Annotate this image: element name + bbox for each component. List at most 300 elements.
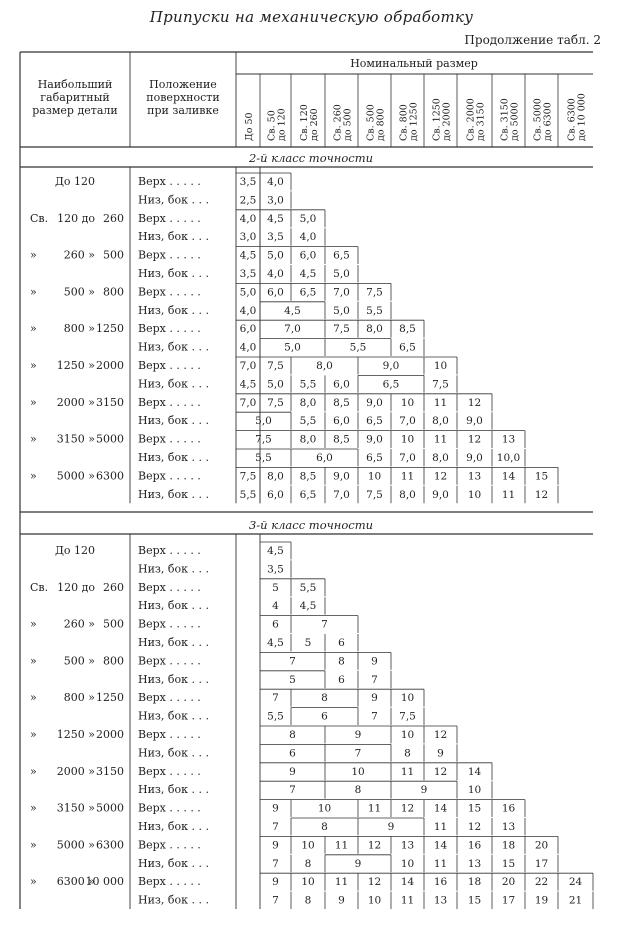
size-range-prefix: » bbox=[30, 469, 37, 483]
surface-position-label: Низ, бок . . . bbox=[138, 636, 210, 649]
allowance-value: 18 bbox=[467, 876, 482, 889]
nominal-col-header: до 6300 bbox=[542, 102, 554, 141]
allowance-value: 9 bbox=[272, 802, 279, 815]
allowance-value: 12 bbox=[433, 729, 448, 741]
allowance-value: 3,5 bbox=[239, 268, 257, 280]
allowance-value: 7,0 bbox=[399, 452, 416, 464]
allowance-value: 10 bbox=[400, 857, 415, 870]
size-range-to: 500 bbox=[103, 617, 124, 631]
allowance-value: 12 bbox=[400, 802, 415, 815]
allowance-value: 9 bbox=[354, 857, 362, 870]
size-range-from: 5000 » bbox=[56, 838, 95, 852]
surface-position-label: Верх . . . . . bbox=[138, 469, 201, 483]
allowance-value: 15 bbox=[467, 894, 482, 907]
allowance-value: 9,0 bbox=[382, 360, 400, 372]
allowance-value: 11 bbox=[400, 765, 415, 778]
allowance-value: 5 bbox=[304, 637, 312, 649]
size-range-prefix: » bbox=[30, 359, 37, 372]
surface-position-label: Верх . . . . . bbox=[138, 728, 201, 741]
size-range-from: 6300 » bbox=[56, 875, 95, 889]
surface-position-label: Верх . . . . . bbox=[138, 691, 201, 705]
allowance-value: 7,5 bbox=[239, 470, 257, 483]
allowance-value: 3,5 bbox=[267, 231, 284, 244]
allowance-value: 11 bbox=[334, 839, 349, 852]
allowance-value: 7 bbox=[272, 692, 279, 705]
size-range-prefix: » bbox=[30, 432, 37, 446]
size-range-from: 1250 » bbox=[56, 728, 95, 741]
allowance-value: 12 bbox=[433, 470, 448, 483]
surface-position-label: Низ, бок . . . bbox=[138, 451, 210, 464]
allowance-value: 9 bbox=[272, 839, 279, 852]
nominal-col-header: Св. 2000 bbox=[465, 98, 477, 141]
allowance-value: 16 bbox=[501, 802, 516, 815]
allowance-value: 6,5 bbox=[366, 415, 383, 428]
allowance-value: 7,5 bbox=[399, 710, 416, 723]
allowance-value: 7,5 bbox=[366, 488, 383, 501]
allowance-value: 17 bbox=[534, 857, 549, 870]
allowance-value: 5,5 bbox=[239, 488, 257, 501]
nominal-col-header: Св. 800 bbox=[398, 104, 410, 141]
allowance-value: 8,0 bbox=[299, 433, 317, 446]
allowance-value: 5,0 bbox=[239, 286, 257, 299]
allowance-value: 12 bbox=[534, 488, 549, 501]
allowance-value: 5,5 bbox=[299, 378, 317, 391]
allowance-value: 9 bbox=[272, 876, 279, 889]
allowance-value: 15 bbox=[501, 857, 516, 870]
allowance-value: 7,0 bbox=[284, 323, 301, 336]
size-range-from: 120 до bbox=[57, 580, 95, 594]
allowance-value: 10 bbox=[467, 784, 482, 797]
allowance-value: 4 bbox=[272, 600, 279, 613]
allowance-value: 13 bbox=[467, 470, 482, 483]
allowance-value: 10 bbox=[301, 839, 315, 852]
allowance-value: 7 bbox=[289, 655, 296, 668]
nominal-col-header: До 50 bbox=[244, 112, 255, 141]
surface-position-label: Верх . . . . . bbox=[138, 580, 201, 594]
size-range-to: 1250 bbox=[96, 322, 124, 336]
size-range-to: 2000 bbox=[96, 359, 124, 372]
allowance-value: 6,5 bbox=[382, 378, 400, 391]
size-range-from: 800 » bbox=[63, 691, 95, 705]
allowance-value: 8,5 bbox=[399, 323, 416, 336]
surface-position-label: Верх . . . . . bbox=[138, 285, 201, 299]
nominal-col-header: Св. 120 bbox=[299, 104, 310, 141]
page-title: Припуски на механическую обработку bbox=[149, 8, 474, 26]
allowance-value: 5,5 bbox=[366, 304, 383, 317]
section-title: 2-й класс точности bbox=[248, 151, 374, 165]
surface-position-label: Низ, бок . . . bbox=[138, 487, 210, 501]
allowance-value: 10 bbox=[351, 765, 365, 778]
allowance-value: 6,0 bbox=[239, 323, 257, 336]
allowance-value: 14 bbox=[501, 470, 516, 483]
size-range-prefix: » bbox=[30, 764, 37, 778]
size-range-prefix: Св. bbox=[30, 211, 49, 225]
size-range-to: 5000 bbox=[96, 801, 124, 815]
size-range-from: 5000 » bbox=[56, 469, 95, 483]
allowance-value: 6,5 bbox=[366, 452, 383, 464]
allowance-value: 5,0 bbox=[255, 415, 272, 428]
nominal-col-header: до 500 bbox=[342, 108, 354, 141]
nominal-col-header: Св. 1250 bbox=[431, 98, 443, 141]
nominal-col-header: Св. 500 bbox=[365, 104, 377, 141]
allowance-value: 3,5 bbox=[239, 176, 257, 188]
size-range-from: 500 » bbox=[63, 654, 95, 668]
allowance-value: 10 bbox=[367, 470, 382, 483]
nominal-col-header: до 120 bbox=[276, 108, 288, 141]
nominal-size-header: Номинальный размер bbox=[350, 57, 478, 70]
allowance-value: 4,0 bbox=[267, 176, 284, 188]
size-range-to: 2000 bbox=[96, 728, 124, 741]
size-range-prefix: » bbox=[30, 322, 37, 336]
size-column-header: габаритный bbox=[40, 91, 110, 104]
allowance-value: 11 bbox=[400, 470, 415, 483]
size-range-from: 260 » bbox=[63, 248, 95, 262]
size-range-prefix: » bbox=[30, 875, 37, 889]
allowance-value: 19 bbox=[534, 894, 549, 907]
allowance-value: 7,0 bbox=[333, 286, 350, 299]
surface-position-label: Верх . . . . . bbox=[138, 801, 201, 815]
allowance-value: 6,0 bbox=[267, 488, 284, 501]
allowance-value: 7,5 bbox=[432, 378, 449, 391]
allowance-value: 4,5 bbox=[299, 268, 317, 280]
surface-position-label: Верх . . . . . bbox=[138, 838, 201, 852]
allowance-value: 9,0 bbox=[466, 452, 483, 464]
allowance-value: 10 bbox=[317, 802, 332, 815]
allowance-value: 5,5 bbox=[349, 341, 367, 354]
surface-position-label: Низ, бок . . . bbox=[138, 414, 210, 428]
surface-position-label: Низ, бок . . . bbox=[138, 230, 210, 244]
allowance-value: 9,0 bbox=[333, 470, 350, 483]
size-range-from: 800 » bbox=[63, 322, 95, 336]
nominal-col-header: Св. 6300 bbox=[566, 98, 578, 141]
surface-position-label: Низ, бок . . . bbox=[138, 672, 210, 686]
allowance-value: 13 bbox=[433, 894, 448, 907]
allowance-value: 8,5 bbox=[333, 433, 350, 446]
allowance-value: 7,0 bbox=[239, 396, 257, 409]
allowance-value: 11 bbox=[367, 802, 382, 815]
allowance-value: 6,5 bbox=[399, 341, 416, 354]
size-range-from: 1250 » bbox=[56, 359, 95, 372]
nominal-col-header: до 5000 bbox=[509, 102, 521, 141]
allowance-value: 7,0 bbox=[333, 488, 350, 501]
allowance-value: 5 bbox=[272, 581, 279, 594]
size-range-prefix: » bbox=[30, 617, 37, 631]
allowance-value: 9 bbox=[371, 692, 378, 705]
allowance-value: 4,0 bbox=[239, 341, 257, 354]
surface-position-label: Низ, бок . . . bbox=[138, 340, 210, 354]
surface-position-label: Верх . . . . . bbox=[138, 432, 201, 446]
position-column-header: поверхности bbox=[146, 91, 220, 104]
surface-position-label: Низ, бок . . . bbox=[138, 303, 210, 317]
allowance-value: 9 bbox=[437, 747, 444, 760]
allowance-value: 4,0 bbox=[299, 231, 317, 244]
allowance-value: 14 bbox=[400, 876, 415, 889]
allowance-value: 22 bbox=[534, 876, 549, 889]
allowance-value: 6,5 bbox=[299, 286, 317, 299]
size-range-from: 3150 » bbox=[56, 432, 95, 446]
allowance-value: 4,5 bbox=[239, 378, 257, 391]
allowance-value: 7,5 bbox=[267, 360, 284, 372]
allowance-value: 8 bbox=[289, 729, 296, 741]
allowance-value: 14 bbox=[433, 802, 448, 815]
surface-position-label: Низ, бок . . . bbox=[138, 820, 210, 833]
allowance-value: 8 bbox=[304, 857, 312, 870]
nominal-col-header: до 1250 bbox=[408, 102, 420, 141]
allowance-value: 6 bbox=[272, 618, 279, 631]
size-range-prefix: » bbox=[30, 285, 37, 299]
surface-position-label: Низ, бок . . . bbox=[138, 709, 210, 723]
allowance-value: 6,0 bbox=[316, 452, 333, 464]
surface-position-label: Низ, бок . . . bbox=[138, 856, 210, 870]
allowance-value: 20 bbox=[534, 839, 549, 852]
allowance-value: 8,5 bbox=[333, 396, 350, 409]
allowance-value: 5,0 bbox=[267, 378, 284, 391]
allowance-value: 15 bbox=[467, 802, 482, 815]
allowance-value: 4,0 bbox=[267, 268, 284, 280]
allowance-value: 9 bbox=[289, 765, 296, 778]
allowance-value: 7 bbox=[371, 673, 378, 686]
allowance-value: 14 bbox=[433, 839, 448, 852]
allowance-value: 9,0 bbox=[466, 415, 483, 428]
allowance-value: 7 bbox=[289, 784, 296, 797]
size-range-to: 10 000 bbox=[85, 875, 124, 889]
allowance-value: 5,0 bbox=[299, 212, 317, 225]
allowance-value: 8 bbox=[304, 894, 312, 907]
allowance-value: 11 bbox=[501, 488, 516, 501]
allowance-value: 7 bbox=[272, 821, 279, 833]
size-range-to: 260 bbox=[103, 211, 124, 225]
allowance-value: 11 bbox=[433, 396, 448, 409]
allowance-value: 5,0 bbox=[333, 304, 350, 317]
allowance-value: 8 bbox=[338, 655, 345, 668]
allowance-value: 7 bbox=[354, 747, 362, 760]
allowance-value: 8,0 bbox=[432, 452, 449, 464]
allowance-value: 7 bbox=[272, 857, 279, 870]
allowance-value: 4,5 bbox=[239, 249, 257, 262]
allowance-value: 5,5 bbox=[267, 710, 284, 723]
allowance-value: 8,0 bbox=[432, 415, 449, 428]
allowance-value: 4,0 bbox=[239, 304, 257, 317]
allowance-value: 10 bbox=[467, 488, 482, 501]
size-range-prefix: » bbox=[30, 838, 37, 852]
allowance-value: 7 bbox=[321, 618, 328, 631]
allowance-value: 4,5 bbox=[299, 600, 317, 613]
allowance-value: 10 bbox=[433, 360, 448, 372]
size-range-from: 2000 » bbox=[56, 395, 95, 409]
allowance-value: 12 bbox=[433, 765, 448, 778]
allowance-value: 5,0 bbox=[267, 249, 284, 262]
allowance-value: 9 bbox=[338, 894, 345, 907]
allowance-value: 24 bbox=[568, 876, 583, 889]
allowance-value: 18 bbox=[501, 839, 516, 852]
allowance-value: 20 bbox=[501, 876, 516, 889]
allowance-value: 12 bbox=[467, 396, 482, 409]
allowance-value: 8,5 bbox=[299, 470, 317, 483]
allowance-value: 7,5 bbox=[333, 323, 350, 336]
allowance-value: 6 bbox=[289, 747, 296, 760]
nominal-col-header: Св. 5000 bbox=[532, 98, 544, 141]
size-range-to: 5000 bbox=[96, 432, 124, 446]
allowance-value: 8 bbox=[404, 747, 411, 760]
size-range-label: До 120 bbox=[54, 544, 96, 557]
nominal-col-header: до 260 bbox=[309, 108, 320, 141]
surface-position-label: Верх . . . . . bbox=[138, 764, 201, 778]
size-range-from: 120 до bbox=[57, 211, 95, 225]
allowance-value: 5 bbox=[289, 673, 296, 686]
size-range-to: 260 bbox=[103, 580, 124, 594]
size-range-to: 6300 bbox=[96, 838, 124, 852]
allowance-value: 11 bbox=[433, 433, 448, 446]
allowance-value: 8 bbox=[321, 692, 328, 705]
allowance-value: 5,0 bbox=[284, 341, 301, 354]
allowance-value: 16 bbox=[433, 876, 448, 889]
size-range-to: 500 bbox=[103, 248, 124, 262]
allowance-value: 10 bbox=[400, 396, 415, 409]
allowance-value: 6,5 bbox=[299, 488, 317, 501]
allowance-value: 6,0 bbox=[299, 249, 317, 262]
table-continuation-label: Продолжение табл. 2 bbox=[464, 33, 601, 47]
allowance-value: 7,5 bbox=[267, 396, 284, 409]
allowance-value: 9 bbox=[354, 729, 362, 741]
surface-position-label: Низ, бок . . . bbox=[138, 562, 210, 576]
surface-position-label: Низ, бок . . . bbox=[138, 193, 210, 207]
allowance-value: 13 bbox=[400, 839, 415, 852]
allowance-value: 15 bbox=[534, 470, 549, 483]
size-range-to: 3150 bbox=[96, 395, 124, 409]
allowance-value: 8,0 bbox=[267, 470, 284, 483]
allowance-value: 6,0 bbox=[267, 286, 284, 299]
allowance-value: 6 bbox=[338, 673, 345, 686]
size-range-prefix: » bbox=[30, 728, 37, 741]
surface-position-label: Верх . . . . . bbox=[138, 617, 201, 631]
nominal-col-header: Св. 50 bbox=[266, 110, 278, 141]
allowance-value: 5,0 bbox=[333, 268, 350, 280]
allowance-value: 4,5 bbox=[267, 637, 284, 649]
surface-position-label: Низ, бок . . . bbox=[138, 377, 210, 391]
surface-position-label: Верх . . . . . bbox=[138, 395, 201, 409]
allowance-value: 13 bbox=[501, 821, 516, 833]
allowance-value: 8,0 bbox=[366, 323, 383, 336]
allowance-value: 5,5 bbox=[255, 452, 272, 464]
surface-position-label: Низ, бок . . . bbox=[138, 893, 210, 907]
allowance-value: 3,0 bbox=[239, 231, 257, 244]
allowance-value: 6 bbox=[338, 637, 345, 649]
allowance-value: 7 bbox=[371, 710, 378, 723]
allowance-value: 9 bbox=[371, 655, 378, 668]
allowance-value: 2,5 bbox=[239, 194, 257, 207]
allowance-value: 4,5 bbox=[267, 212, 284, 225]
surface-position-label: Низ, бок . . . bbox=[138, 267, 210, 280]
size-range-to: 1250 bbox=[96, 691, 124, 705]
allowance-value: 10 bbox=[400, 729, 415, 741]
size-column-header: Наибольший bbox=[37, 78, 113, 91]
allowance-value: 9,0 bbox=[366, 433, 383, 446]
surface-position-label: Низ, бок . . . bbox=[138, 783, 210, 797]
allowance-value: 16 bbox=[467, 839, 482, 852]
nominal-col-header: Св. 3150 bbox=[499, 98, 511, 141]
surface-position-label: Верх . . . . . bbox=[138, 359, 201, 372]
size-range-prefix: » bbox=[30, 248, 37, 262]
position-column-header: Положение bbox=[149, 78, 217, 91]
surface-position-label: Верх . . . . . bbox=[138, 654, 201, 668]
allowance-value: 6,0 bbox=[333, 378, 350, 391]
allowance-value: 4,0 bbox=[239, 212, 257, 225]
size-range-prefix: » bbox=[30, 654, 37, 668]
allowance-value: 9,0 bbox=[432, 488, 449, 501]
allowance-value: 6,5 bbox=[333, 249, 350, 262]
size-range-from: 3150 » bbox=[56, 801, 95, 815]
allowance-value: 7,5 bbox=[255, 433, 272, 446]
allowance-value: 5,5 bbox=[299, 581, 317, 594]
allowance-value: 13 bbox=[501, 433, 516, 446]
size-range-from: 500 » bbox=[63, 285, 95, 299]
allowance-value: 7,0 bbox=[399, 415, 416, 428]
allowance-value: 9 bbox=[387, 821, 395, 833]
surface-position-label: Низ, бок . . . bbox=[138, 599, 210, 613]
surface-position-label: Низ, бок . . . bbox=[138, 746, 210, 760]
size-range-to: 800 bbox=[103, 654, 124, 668]
allowance-value: 9,0 bbox=[366, 396, 383, 409]
allowance-value: 8,0 bbox=[399, 488, 416, 501]
allowance-value: 11 bbox=[334, 876, 349, 889]
allowance-value: 10 bbox=[400, 692, 415, 705]
size-column-header: размер детали bbox=[32, 104, 118, 117]
allowance-value: 12 bbox=[367, 839, 382, 852]
size-range-to: 6300 bbox=[96, 469, 124, 483]
allowance-value: 12 bbox=[467, 821, 482, 833]
allowance-value: 8,0 bbox=[299, 396, 317, 409]
size-range-prefix: Св. bbox=[30, 580, 49, 594]
allowance-value: 7,5 bbox=[366, 286, 383, 299]
nominal-col-header: Св. 260 bbox=[332, 104, 344, 141]
allowance-value: 10 bbox=[367, 894, 382, 907]
size-range-prefix: » bbox=[30, 801, 37, 815]
nominal-col-header: до 10 000 bbox=[576, 93, 588, 141]
allowance-value: 9 bbox=[420, 784, 428, 797]
surface-position-label: Верх . . . . . bbox=[138, 248, 201, 262]
allowance-value: 7,0 bbox=[239, 360, 257, 372]
allowance-value: 8 bbox=[354, 784, 362, 797]
size-range-prefix: » bbox=[30, 395, 37, 409]
nominal-col-header: до 3150 bbox=[475, 102, 487, 141]
allowance-value: 10 bbox=[301, 876, 315, 889]
section-title: 3-й класс точности bbox=[248, 518, 374, 532]
allowance-value: 11 bbox=[433, 821, 448, 833]
allowance-value: 6 bbox=[321, 710, 328, 723]
size-range-from: 2000 » bbox=[56, 764, 95, 778]
allowance-value: 12 bbox=[467, 433, 482, 446]
size-range-prefix: » bbox=[30, 691, 37, 705]
allowance-value: 8 bbox=[321, 821, 328, 833]
allowance-value: 14 bbox=[467, 765, 482, 778]
position-column-header: при заливке bbox=[147, 104, 219, 117]
allowance-value: 17 bbox=[501, 894, 516, 907]
allowance-value: 8,0 bbox=[316, 360, 333, 372]
surface-position-label: Верх . . . . . bbox=[138, 322, 201, 336]
size-range-label: До 120 bbox=[54, 175, 96, 188]
allowance-value: 12 bbox=[367, 876, 382, 889]
nominal-col-header: до 800 bbox=[375, 108, 387, 141]
size-range-to: 3150 bbox=[96, 764, 124, 778]
allowance-value: 10,0 bbox=[496, 452, 521, 464]
allowance-value: 11 bbox=[433, 857, 448, 870]
allowance-value: 11 bbox=[400, 894, 415, 907]
allowance-value: 4,5 bbox=[284, 304, 301, 317]
allowance-value: 6,0 bbox=[333, 415, 350, 428]
nominal-col-header: до 2000 bbox=[441, 102, 453, 141]
allowance-value: 7 bbox=[272, 894, 279, 907]
allowance-value: 4,5 bbox=[267, 545, 284, 557]
